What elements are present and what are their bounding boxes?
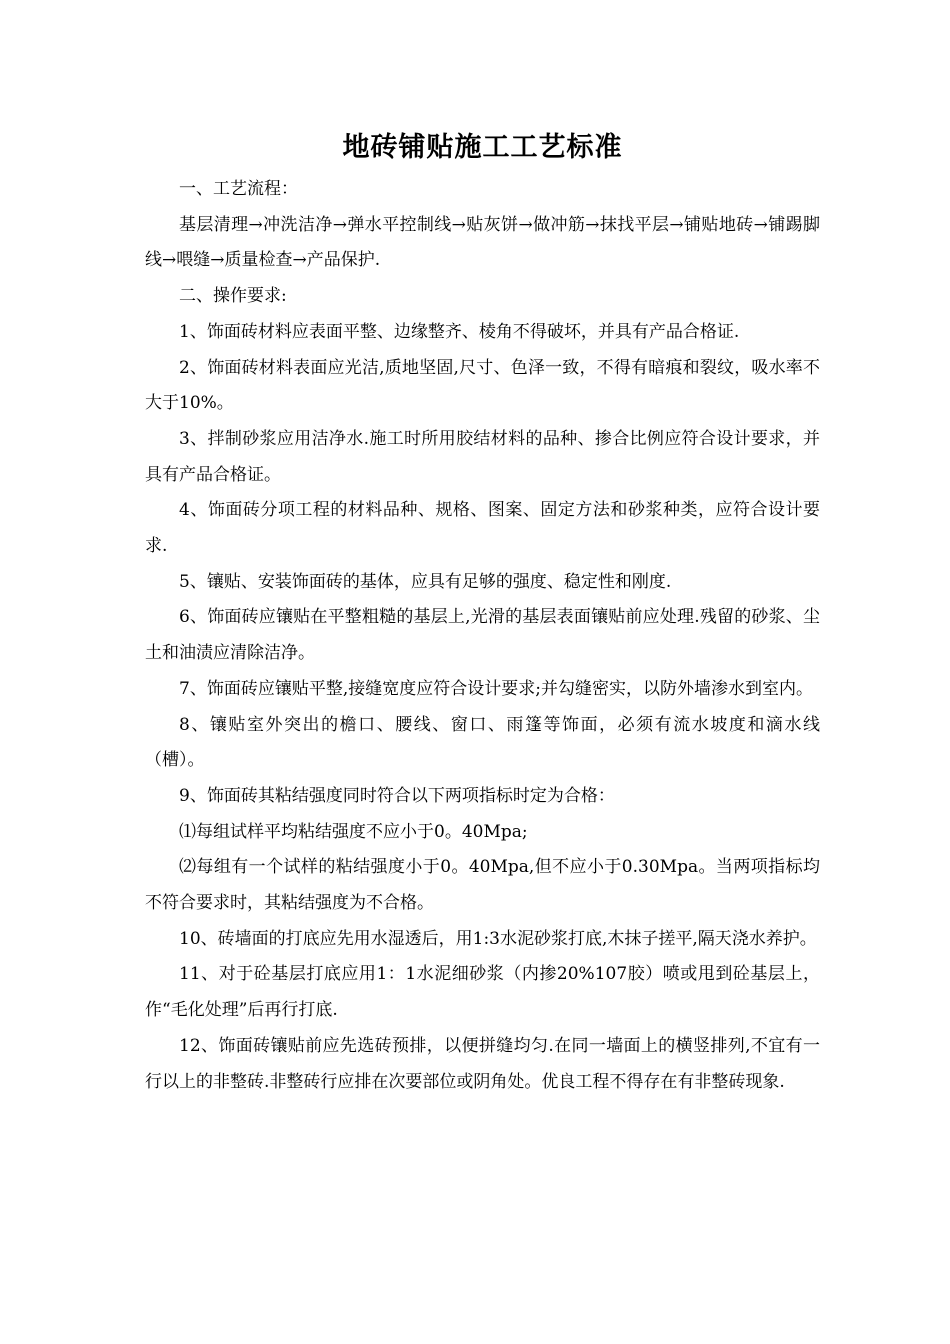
requirement-item-3: 3、拌制砂浆应用洁净水.施工时所用胶结材料的品种、掺合比例应符合设计要求，并具有产品合格证。 <box>145 428 820 485</box>
section-heading-process: 一、工艺流程： <box>179 179 298 199</box>
document-title: 地砖铺贴施工工艺标准 <box>342 132 623 163</box>
requirement-item-6: 6、饰面砖应镶贴在平整粗糙的基层上,光滑的基层表面镶贴前应处理.残留的砂浆、尘土和油渍应清除洁净。 <box>145 607 820 664</box>
requirement-item-2: 2、饰面砖材料表面应光洁,质地坚固,尺寸、色泽一致，不得有暗痕和裂纹，吸水率不大于10%。 <box>145 357 820 414</box>
requirement-item-10: 10、砖墙面的打底应先用水湿透后，用1:3水泥砂浆打底,木抹子搓平,隔天浇水养护。 <box>179 928 817 949</box>
section-heading-requirements: 二、操作要求: <box>179 286 287 307</box>
paragraph-process-flow: 基层清理→冲洗洁净→弹水平控制线→贴灰饼→做冲筋→抹找平层→铺贴地砖→铺踢脚线→喂缝→质量检查→产品保护. <box>145 214 820 271</box>
requirement-item-5: 5、镶贴、安装饰面砖的基体，应具有足够的强度、稳定性和刚度. <box>179 571 672 592</box>
document-page <box>145 128 820 1100</box>
requirement-item-9-sub-2: ⑵每组有一个试样的粘结强度小于0。40Mpa,但不应小于0.30Mpa。当两项指标均不符合要求时，其粘结强度为不合格。 <box>145 857 820 914</box>
requirement-item-1: 1、饰面砖材料应表面平整、边缘整齐、棱角不得破坏，并具有产品合格证. <box>179 321 740 342</box>
requirement-item-9: 9、饰面砖其粘结强度同时符合以下两项指标时定为合格： <box>179 785 615 806</box>
requirement-item-7: 7、饰面砖应镶贴平整,接缝宽度应符合设计要求;并勾缝密实，以防外墙渗水到室内。 <box>179 678 813 699</box>
requirement-item-11: 11、对于砼基层打底应用1：1水泥细砂浆（内掺20%107胶）喷或甩到砼基层上，作“毛化处理”后再行打底. <box>145 964 820 1021</box>
requirement-item-9-sub-1: ⑴每组试样平均粘结强度不应小于0。40Mpa; <box>179 821 528 842</box>
requirement-item-4: 4、饰面砖分项工程的材料品种、规格、图案、固定方法和砂浆种类，应符合设计要求. <box>145 500 820 557</box>
requirement-item-8: 8、镶贴室外突出的檐口、腰线、窗口、雨篷等饰面，必须有流水坡度和滴水线（槽）。 <box>145 714 820 771</box>
requirement-item-12: 12、饰面砖镶贴前应先选砖预排，以便拼缝均匀.在同一墙面上的横竖排列,不宜有一行以上的非整砖.非整砖行应排在次要部位或阴角处。优良工程不得存在有非整砖现象. <box>145 1035 820 1092</box>
